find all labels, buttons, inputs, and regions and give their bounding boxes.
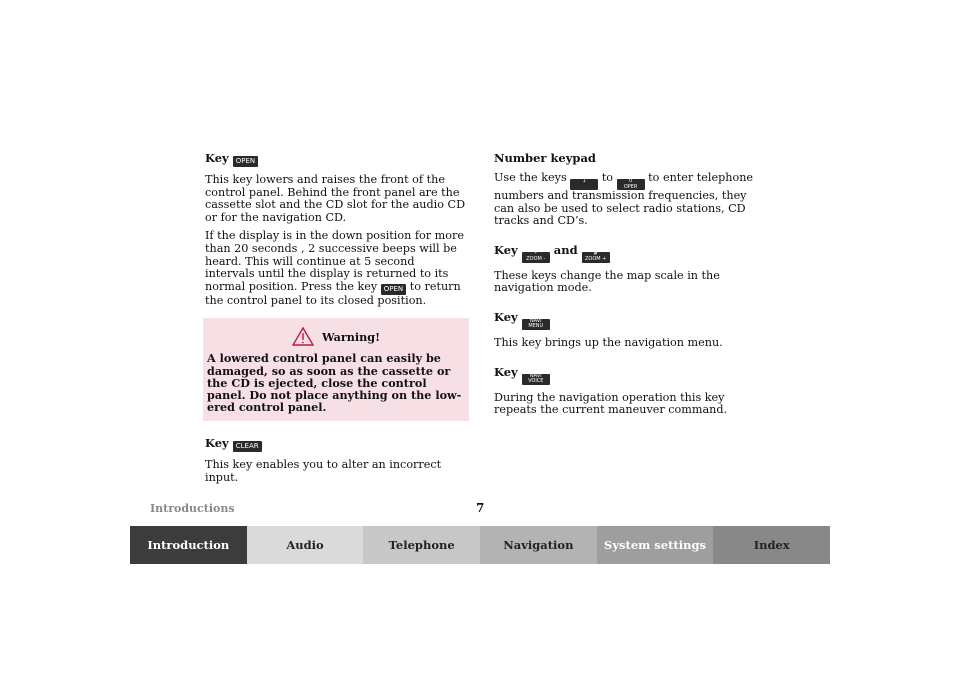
tab-audio[interactable]: Audio <box>247 526 364 564</box>
zoom-keys-description: These keys change the map scale in the navigation mode. <box>494 268 720 295</box>
zoom-minus-key-glyph: * ZOOM - <box>522 252 550 263</box>
warning-text: A lowered control panel can easily be damaged, so as soon as the cassette or the CD is ejected, close the control panel. Do not place anything on the low-ered control panel. <box>207 351 462 415</box>
navi-voice-description: During the navigation operation this key repeats the current maneuver command. <box>494 390 728 417</box>
tab-system-settings[interactable]: System settings <box>597 526 714 564</box>
navi-menu-key-glyph: NAVI MENU <box>522 319 550 330</box>
page-number: 7 <box>476 501 485 515</box>
navi-menu-key-heading: Key NAVI MENU <box>494 311 760 330</box>
warning-triangle-icon <box>292 327 314 346</box>
warning-title: Warning! <box>207 327 465 346</box>
warning-box <box>203 318 469 421</box>
clear-key-heading: Key CLEAR <box>205 437 467 452</box>
open-key-description: This key lowers and raises the front of the control panel. Behind the front panel are the cassette slot and the CD slot for the audio CD or for the navigation CD. <box>205 173 466 224</box>
key-1-glyph: 1 <box>570 179 598 190</box>
tab-navigation[interactable]: Navigation <box>480 526 597 564</box>
zoom-keys-heading: Key * ZOOM - and # ZOOM + <box>494 244 760 263</box>
right-column <box>494 152 760 423</box>
tab-telephone[interactable]: Telephone <box>363 526 480 564</box>
left-column <box>205 152 467 491</box>
open-key-glyph: OPEN <box>233 156 258 167</box>
navi-menu-description: This key brings up the navigation menu. <box>494 335 723 349</box>
key-0-oper-glyph: 0 OPER <box>617 179 645 190</box>
tab-index[interactable]: Index <box>713 526 830 564</box>
navi-voice-key-glyph: NAVI VOICE <box>522 374 550 385</box>
display-beep-description: If the display is in the down position for more than 20 seconds , 2 successive beeps will be heard. This will continue at 5 second intervals until the display is returned to its normal position. Press the key OPEN to return the control panel to its closed position. <box>205 229 464 307</box>
section-tab-bar <box>130 526 830 564</box>
open-key-inline-glyph: OPEN <box>381 284 406 295</box>
footer-section-title: Introductions <box>150 502 235 515</box>
tab-introduction[interactable]: Introduction <box>130 526 247 564</box>
navi-voice-key-heading: Key NAVI VOICE <box>494 366 760 385</box>
clear-key-glyph: CLEAR <box>233 441 262 452</box>
number-keypad-heading: Number keypad <box>494 151 596 165</box>
clear-key-description: This key enables you to alter an incorrect input. <box>205 458 442 484</box>
number-keypad-description: Use the keys 1 to 0 OPER to enter telephone numbers and transmission frequencies, they can also be used to select radio stations, CD tracks and CD’s. <box>494 171 754 228</box>
open-key-heading: Key OPEN <box>205 152 467 167</box>
zoom-plus-key-glyph: # ZOOM + <box>582 252 610 263</box>
